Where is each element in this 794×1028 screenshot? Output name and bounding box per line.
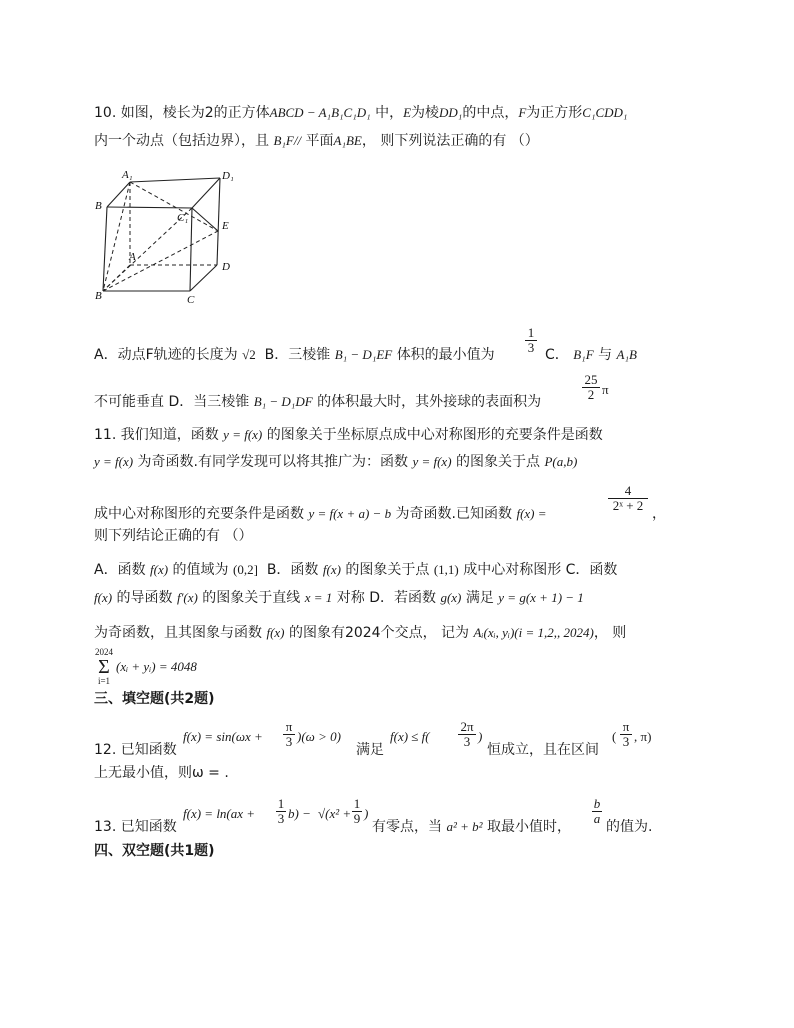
q11-sum-sign xyxy=(94,647,114,687)
q11-text: 成中心对称图形的充要条件是函数 xyxy=(94,506,304,522)
q11-text: 满足 xyxy=(465,590,494,606)
q11-option-b: B．函数 xyxy=(266,562,319,578)
q11-yfx: y = f(x) xyxy=(223,427,263,442)
q11-text: ， 则 xyxy=(593,625,627,641)
q11-fx: f(x) xyxy=(322,562,341,577)
q11-text: 的图象关于坐标原点成中心对称图形的充要条件是函数 xyxy=(266,427,603,443)
q11-intro: 11. 我们知道，函数 xyxy=(94,427,219,443)
q10-b1f: B₁F xyxy=(573,347,594,362)
q11-options-line1 xyxy=(94,561,617,579)
edge-cc1 xyxy=(190,208,192,291)
frac-num: 2π xyxy=(460,719,474,734)
q11-points-ai: Aᵢ(xᵢ, yᵢ)(i = 1,2,, 2024) xyxy=(473,625,594,640)
q11-yfx: y = f(x) xyxy=(412,454,452,469)
q10-text: 为棱 xyxy=(411,105,440,121)
q11-option-d: 对称 D．若函数 xyxy=(336,590,436,606)
q11-text: 的图象关于点 xyxy=(345,562,430,578)
q13-text: 取最小值时， xyxy=(486,819,571,835)
label-c: C xyxy=(187,294,195,306)
frac-num: 1 xyxy=(353,796,361,811)
q10-option-b: B．三棱锥 xyxy=(264,347,331,363)
q10-a1b: A₁B xyxy=(616,347,637,362)
cube-figure xyxy=(90,165,250,315)
q12-interval-close: , π) xyxy=(634,729,652,744)
q11-derivative: f′(x) xyxy=(176,590,198,605)
frac-den: 2ˣ + 2 xyxy=(608,498,648,513)
q10-point-e: E xyxy=(403,105,412,120)
edge-b1c1 xyxy=(107,207,192,208)
label-c1: C₁ xyxy=(177,212,189,224)
q11-comma: ， xyxy=(652,506,666,522)
q12-function: f(x) = sin(ωx + xyxy=(183,729,263,744)
q10-text: 内一个动点（包括边界），且 xyxy=(94,133,269,149)
q12-inequality: f(x) ≤ f( xyxy=(390,729,430,744)
q11-text: 的导函数 xyxy=(116,590,173,606)
q13-text: 有零点，当 xyxy=(372,819,442,835)
q10-text: 中， xyxy=(375,105,404,121)
segment-a1e xyxy=(130,182,218,231)
q11-shifted: y = f(x + a) − b xyxy=(308,506,392,521)
q12-fraction-pi3-b xyxy=(620,720,632,749)
frac-num: π xyxy=(285,719,293,734)
q11-text: 的值域为 xyxy=(172,562,229,578)
q12-inequality-close: ) xyxy=(478,729,483,744)
q12-text: 满足 xyxy=(356,742,384,758)
q13-sum-squares: a² + b² xyxy=(446,819,483,834)
frac-den: 2 xyxy=(582,387,600,402)
q10-text: 的中点， xyxy=(462,105,519,121)
q11-line2 xyxy=(94,453,577,471)
q10-option-c-label: C． xyxy=(545,347,569,363)
edge-dd1 xyxy=(217,178,220,265)
q11-option-a: A．函数 xyxy=(94,562,146,578)
q10-sqrt2: √2 xyxy=(242,347,256,362)
q10-tetrahedron-1: B₁ − D₁EF xyxy=(334,347,393,362)
q11-text: 的图象有2024个交点， 记为 xyxy=(288,625,470,641)
q11-yfx: y = f(x) xyxy=(94,454,134,469)
q11-point-11: (1,1) xyxy=(433,562,459,577)
q10-text: 为正方形 xyxy=(526,105,583,121)
q10-text: 与 xyxy=(598,347,613,363)
q10-text: ， 则下列说法正确的有 （） xyxy=(361,133,539,149)
section-4-heading: 四、双空题(共1题) xyxy=(94,843,215,859)
q11-line1 xyxy=(94,426,603,444)
q11-option-c: 成中心对称图形 C．函数 xyxy=(463,562,618,578)
q11-point-p: P(a,b) xyxy=(544,454,578,469)
label-b: B xyxy=(95,290,102,302)
q10-intro: 10. 如图，棱长为2的正方体 xyxy=(94,105,270,121)
q10-line2 xyxy=(94,132,539,150)
q10-point-f: F xyxy=(518,105,527,120)
q10-fraction-25-2 xyxy=(582,373,600,402)
q13-fraction-ninth xyxy=(352,797,362,826)
q13-function: f(x) = ln(ax + xyxy=(183,806,256,821)
frac-num: b xyxy=(593,796,601,811)
frac-num: 4 xyxy=(624,483,632,498)
q11-gx: g(x) xyxy=(440,590,462,605)
q12-line2: 上无最小值，则ω = . xyxy=(94,765,229,781)
q11-options-line2 xyxy=(94,589,584,607)
q10-options-line2 xyxy=(94,393,541,411)
q11-fx: f(x) xyxy=(94,590,113,605)
q10-plane: A₁BE xyxy=(333,133,362,148)
frac-den: 3 xyxy=(458,734,476,749)
label-d1: D₁ xyxy=(222,170,234,182)
label-a: A xyxy=(129,251,136,263)
frac-num: 1 xyxy=(277,796,285,811)
q10-text: 平面 xyxy=(305,133,334,149)
q11-text: 为奇函数，且其图象与函数 xyxy=(94,625,262,641)
q10-tetrahedron-2: B₁ − D₁DF xyxy=(253,394,313,409)
q10-option-d: 不可能垂直 D．当三棱锥 xyxy=(94,394,250,410)
q11-ygx: y = g(x + 1) − 1 xyxy=(498,590,584,605)
q10-edge: DD₁ xyxy=(439,105,463,120)
q11-line3 xyxy=(94,505,547,523)
q11-options-line3 xyxy=(94,624,626,642)
q11-fx: f(x) xyxy=(266,625,285,640)
q11-text: 为奇函数.已知函数 xyxy=(395,506,512,522)
q12-intro: 12. 已知函数 xyxy=(94,742,177,758)
q11-text: 为奇函数.有同学发现可以将其推广为：函数 xyxy=(137,454,408,470)
q13-fraction-ba xyxy=(592,797,602,826)
sum-lower: i=1 xyxy=(97,676,111,686)
q10-text: 的体积最大时，其外接球的表面积为 xyxy=(317,394,542,410)
q11-fdef: f(x) = xyxy=(516,506,547,521)
q13-fraction-third xyxy=(276,797,286,826)
q12-fraction-2pi3 xyxy=(458,720,476,749)
q10-square: C₁CDD₁ xyxy=(582,105,628,120)
label-d: D xyxy=(222,261,230,273)
edge-cd xyxy=(190,265,217,291)
q10-option-a: A．动点F轨迹的长度为 xyxy=(94,347,238,363)
q10-pi: π xyxy=(602,382,609,397)
sum-upper: 2024 xyxy=(95,647,113,657)
q10-fraction-third xyxy=(525,326,537,355)
q10-options-line1 xyxy=(94,346,495,364)
q11-line-x1: x = 1 xyxy=(304,590,333,605)
frac-den: a xyxy=(593,811,601,826)
label-b1: B xyxy=(95,200,102,212)
frac-den: 9 xyxy=(353,811,361,826)
q10-option-c xyxy=(545,346,637,364)
q11-range: (0,2] xyxy=(232,562,258,577)
edge-c1d1 xyxy=(192,178,220,208)
q10-cube-name: ABCD − A₁B₁C₁D₁ xyxy=(269,105,371,120)
q11-fx: f(x) xyxy=(150,562,169,577)
section-3-heading: 三、填空题(共2题) xyxy=(94,691,215,707)
q13-function-close: ) xyxy=(364,806,369,821)
edge-a1b1 xyxy=(107,182,130,207)
q13-function-mid: b) − xyxy=(288,806,311,821)
frac-num: 25 xyxy=(584,372,598,387)
frac-den: 3 xyxy=(525,340,537,355)
q12-interval-open: ( xyxy=(612,729,617,744)
q12-fraction-pi3 xyxy=(283,720,295,749)
sum-sigma: Σ xyxy=(98,656,110,678)
edge-ab-hidden xyxy=(103,265,130,291)
q11-line4: 则下列结论正确的有 （） xyxy=(94,528,253,544)
q13-intro: 13. 已知函数 xyxy=(94,819,177,835)
edge-c1e xyxy=(192,208,218,231)
frac-den: 3 xyxy=(620,734,632,749)
q13-line1-tail xyxy=(372,818,571,836)
frac-den: 3 xyxy=(283,734,295,749)
q10-parallel: B₁F// xyxy=(273,133,302,148)
q11-sum-expression: (xᵢ + yᵢ) = 4048 xyxy=(116,659,197,674)
q11-text: 的图象关于点 xyxy=(456,454,540,470)
frac-num: 1 xyxy=(527,325,535,340)
q13-root: √(x² + xyxy=(318,806,352,821)
q13-text-end: 的值为. xyxy=(606,819,653,835)
segment-a1b xyxy=(103,182,130,291)
q12-text: 恒成立，且在区间 xyxy=(487,742,599,758)
segment-be xyxy=(103,231,218,291)
q11-text: 的图象关于直线 xyxy=(202,590,301,606)
frac-den: 3 xyxy=(277,811,285,826)
q11-fraction xyxy=(608,484,648,513)
q10-text: 体积的最小值为 xyxy=(396,347,495,363)
label-e: E xyxy=(222,220,229,232)
edge-a1d1 xyxy=(130,178,220,182)
q12-function-tail: )(ω > 0) xyxy=(297,729,341,744)
frac-num: π xyxy=(622,719,630,734)
q10-line1 xyxy=(94,104,627,122)
label-a1: A₁ xyxy=(122,169,133,181)
